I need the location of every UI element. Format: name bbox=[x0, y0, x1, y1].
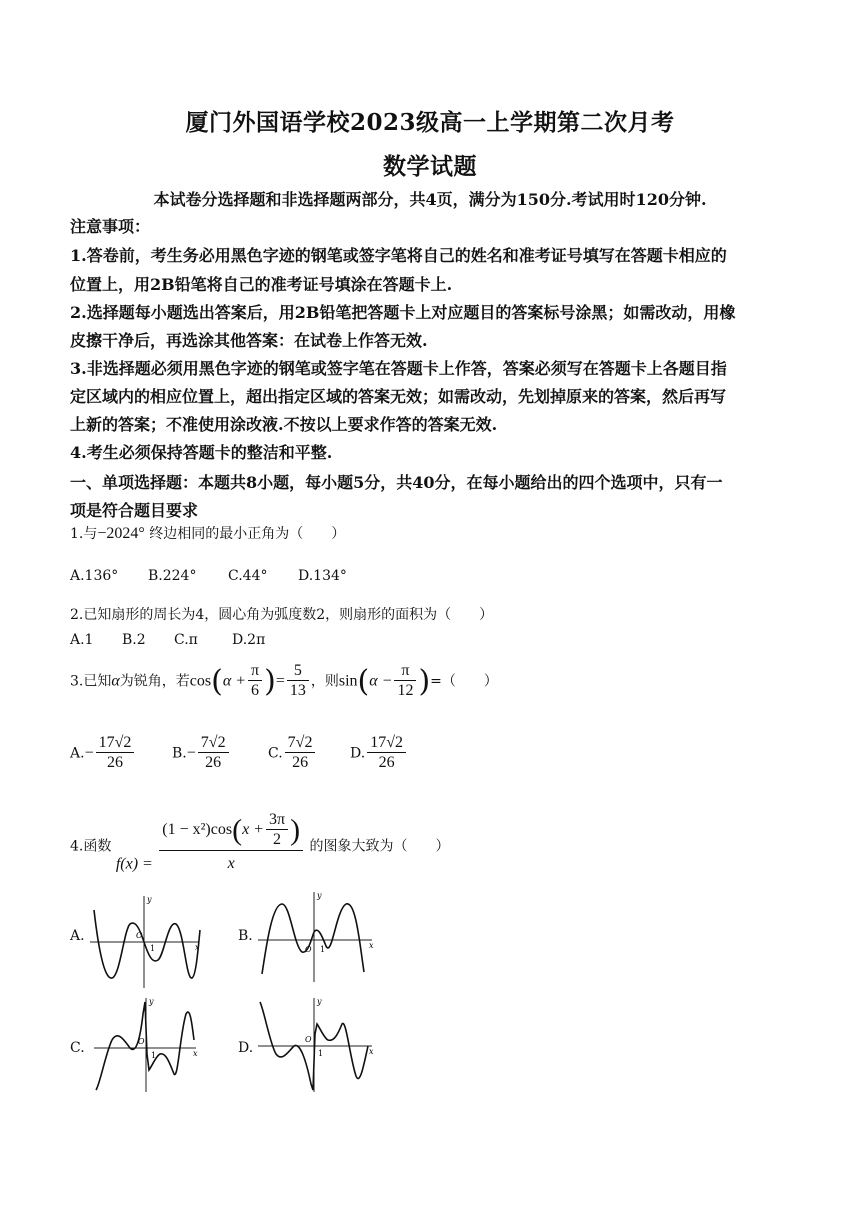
q2-option-c[interactable]: C.π bbox=[174, 632, 198, 648]
q1-option-c[interactable]: C.44° bbox=[228, 568, 268, 584]
svg-text:y: y bbox=[317, 997, 322, 1006]
note-line: 定区域内的相应位置上，超出指定区域的答案无效；如需改动，先划掉原来的答案，然后再写 bbox=[70, 387, 727, 406]
section-heading: 一、单项选择题：本题共8小题，每小题5分，共40分，在每小题给出的四个选项中，只有一 bbox=[70, 473, 723, 492]
note-line: 2.选择题每小题选出答案后，用2B铅笔把答题卡上对应题目的答案标号涂黑；如需改动，用橡 bbox=[70, 303, 736, 322]
note-line: 位置上，用2B铅笔将自己的准考证号填涂在答题卡上. bbox=[70, 275, 453, 294]
question-4: 4.函数 f(x) = (1 − x²)cos(x + $\frac{3\pi}{2}$ ) x 的图象大致为（ ） bbox=[70, 810, 450, 873]
section-heading-cont: 项是符合题目要求 bbox=[70, 501, 199, 520]
svg-text:O: O bbox=[305, 1035, 312, 1044]
svg-text:x: x bbox=[193, 1049, 198, 1058]
q1-option-a[interactable]: A.136° bbox=[70, 568, 119, 584]
y-axis-label: y bbox=[147, 895, 152, 904]
note-line: 4.考生必须保持答题卡的整洁和平整. bbox=[70, 443, 333, 462]
q1-option-d[interactable]: D.134° bbox=[298, 568, 347, 584]
q4-option-b-label[interactable]: B. bbox=[238, 928, 253, 944]
q3-option-a[interactable]: A.− $\frac{17√2}{26}$ bbox=[70, 734, 136, 773]
svg-text:O: O bbox=[305, 945, 312, 954]
q3-option-b[interactable]: B.− $\frac{7√2}{26}$ bbox=[172, 734, 231, 773]
note-line: 皮擦干净后，再选涂其他答案：在试卷上作答无效. bbox=[70, 331, 428, 350]
svg-text:1: 1 bbox=[150, 944, 156, 953]
q4-option-d-label[interactable]: D. bbox=[238, 1040, 254, 1056]
q3-option-c[interactable]: C. $\frac{7√2}{26}$ bbox=[268, 734, 317, 773]
q4-graph-b[interactable] bbox=[256, 888, 376, 984]
question-1: 1.与−2024° 终边相同的最小正角为（ ） bbox=[70, 525, 346, 542]
q2-option-b[interactable]: B.2 bbox=[122, 632, 146, 648]
intro-text: 本试卷分选择题和非选择题两部分，共4页，满分为150分.考试用时120分钟. bbox=[153, 190, 707, 209]
q4-option-c-label[interactable]: C. bbox=[70, 1040, 85, 1056]
exam-title: 厦门外国语学校2023级高一上学期第二次月考 bbox=[185, 109, 675, 136]
q4-option-a-label[interactable]: A. bbox=[70, 928, 85, 944]
svg-text:1: 1 bbox=[320, 945, 326, 954]
svg-text:O: O bbox=[138, 1037, 145, 1046]
svg-text:y: y bbox=[149, 997, 154, 1006]
q2-option-a[interactable]: A.1 bbox=[70, 632, 94, 648]
q2-option-d[interactable]: D.2π bbox=[232, 632, 266, 648]
q4-graph-a[interactable] bbox=[88, 890, 204, 990]
angle-value: −2024° bbox=[97, 525, 145, 542]
svg-text:1: 1 bbox=[318, 1049, 324, 1058]
note-line: 3.非选择题必须用黑色字迹的钢笔或签字笔在答题卡上作答，答案必须写在答题卡上各题目指 bbox=[70, 359, 727, 378]
x-axis-label: x bbox=[195, 943, 200, 952]
notes-heading: 注意事项： bbox=[70, 217, 151, 236]
q3-option-d[interactable]: D. $\frac{17√2}{26}$ bbox=[350, 734, 408, 773]
svg-text:1: 1 bbox=[151, 1051, 157, 1060]
svg-text:y: y bbox=[317, 891, 322, 900]
note-line: 上新的答案；不准使用涂改液.不按以上要求作答的答案无效. bbox=[70, 415, 498, 434]
q4-graph-c[interactable] bbox=[92, 994, 200, 1094]
exam-subtitle: 数学试题 bbox=[383, 153, 477, 180]
question-3: 3.已知α为锐角，若cos(α + $\frac{\pi}{6}$ )= $\frac{5}{13}$ ，则sin(α − $\frac{\pi}{12}$ )=（ ） bbox=[70, 662, 498, 699]
svg-text:x: x bbox=[369, 1047, 374, 1056]
question-2: 2.已知扇形的周长为4，圆心角为弧度数2，则扇形的面积为（ ） bbox=[70, 607, 494, 623]
q4-graph-d[interactable] bbox=[256, 994, 376, 1094]
svg-text:O: O bbox=[136, 931, 143, 940]
q1-option-b[interactable]: B.224° bbox=[148, 568, 197, 584]
svg-text:x: x bbox=[369, 941, 374, 950]
note-line: 1.答卷前，考生务必用黑色字迹的钢笔或签字笔将自己的姓名和准考证号填写在答题卡相应的 bbox=[70, 246, 727, 265]
